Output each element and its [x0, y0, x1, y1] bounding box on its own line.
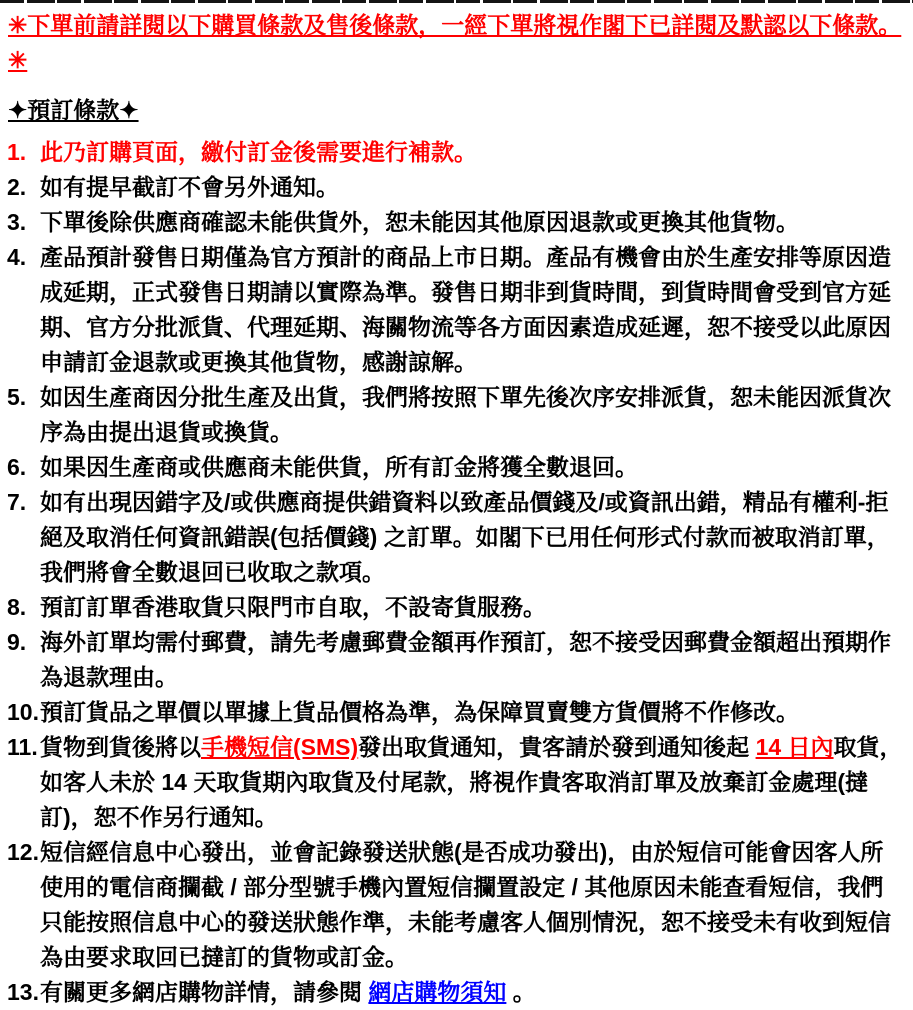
term-number: 8.: [7, 594, 27, 620]
term-segment: 有關更多網店購物詳情，請參閱: [40, 979, 369, 1005]
term-number: 5.: [7, 384, 27, 410]
term-segment: 如因生產商因分批生產及出貨，我們將按照下單先後次序安排派貨，恕未能因派貨次序為由提出退貨或換貨。: [40, 384, 891, 445]
section-title-row: [8, 93, 903, 128]
term-segment: 此乃訂購頁面，繳付訂金後需要進行補款。: [40, 139, 477, 165]
clipped-text-top-edge: [0, 0, 913, 3]
term-text: [40, 695, 903, 730]
term-number: 10.: [7, 699, 39, 725]
term-segment: 取貨，如客人未於 14 天取貨期內取貨及付尾款，將視作貴客取消訂單及放棄訂金處理(撻訂)，恕不作另行通知。: [40, 734, 903, 830]
term-segment: 如果因生產商或供應商未能供貨，所有訂金將獲全數退回。: [40, 454, 638, 480]
term-segment: 貨物到貨後將以: [40, 734, 201, 760]
term-item-1: [7, 135, 903, 170]
term-text: [40, 835, 903, 975]
term-segment: 下單後除供應商確認未能供貨外，恕未能因其他原因退款或更換其他貨物。: [40, 209, 799, 235]
term-segment: 產品預計發售日期僅為官方預計的商品上市日期。產品有機會由於生產安排等原因造成延期，正式發售日期請以實際為準。發售日期非到貨時間，到貨時間會受到官方延期、官方分批派貨、代理延期、海關物流等各方面因素造成延遲，恕不接受以此原因申請訂金退款或更換其他貨物，感謝諒解。: [40, 244, 891, 375]
term-segment: 手機短信(SMS): [201, 734, 359, 760]
purchase-warning-header: ✳下單前請詳閱以下購買條款及售後條款，一經下單將視作閣下已詳閱及默認以下條款。✳: [8, 12, 902, 73]
term-text: [40, 170, 903, 205]
term-item-3: [7, 205, 903, 240]
term-text: [40, 450, 903, 485]
term-text: [40, 485, 903, 590]
term-item-13: [7, 975, 903, 1010]
term-number: 6.: [7, 454, 27, 480]
term-item-7: [7, 485, 903, 590]
term-item-12: [7, 835, 903, 975]
term-number: 12.: [7, 839, 39, 865]
term-text: [40, 205, 903, 240]
term-number: 11.: [7, 734, 38, 760]
term-item-11: [7, 730, 903, 835]
term-text: [40, 730, 903, 835]
term-number: 9.: [7, 629, 27, 655]
term-item-9: [7, 625, 903, 695]
term-item-5: [7, 380, 903, 450]
term-segment: 14 日內: [755, 734, 834, 760]
term-text: [40, 590, 903, 625]
term-number: 2.: [7, 174, 27, 200]
term-number: 3.: [7, 209, 27, 235]
term-number: 4.: [7, 244, 27, 270]
term-text: [40, 380, 903, 450]
online-store-guide-link[interactable]: 網店購物須知: [368, 979, 507, 1005]
preorder-terms-title: ✦預訂條款✦: [8, 97, 139, 123]
term-segment: 如有提早截訂不會另外通知。: [40, 174, 339, 200]
term-item-2: [7, 170, 903, 205]
term-text: [40, 135, 903, 170]
term-item-10: [7, 695, 903, 730]
term-segment: 短信經信息中心發出，並會記錄發送狀態(是否成功發出)，由於短信可能會因客人所使用的電信商攔截 / 部分型號手機內置短信攔置設定 / 其他原因未能查看短信，我們只能按照信息中心的發送狀態作準，未能考慮客人個別情況，恕不接受未有收到短信為由要求取回已撻訂的貨物或訂金。: [40, 839, 891, 970]
term-segment: 。: [506, 979, 536, 1005]
term-text: [40, 625, 903, 695]
term-segment: 海外訂單均需付郵費，請先考慮郵費金額再作預訂，恕不接受因郵費金額超出預期作為退款理由。: [40, 629, 891, 690]
term-text: [40, 975, 903, 1010]
term-segment: 預訂貨品之單價以單據上貨品價格為準，為保障買賣雙方貨價將不作修改。: [40, 699, 799, 725]
term-segment: 預訂訂單香港取貨只限門市自取，不設寄貨服務。: [40, 594, 546, 620]
term-segment: 發出取貨通知，貴客請於發到通知後起: [358, 734, 756, 760]
terms-list: [7, 135, 903, 1010]
term-item-4: [7, 240, 903, 380]
term-text: [40, 240, 903, 380]
term-number: 7.: [7, 489, 27, 515]
term-number: 13.: [7, 979, 39, 1005]
term-item-6: [7, 450, 903, 485]
term-segment: 如有出現因錯字及/或供應商提供錯資料以致產品價錢及/或資訊出錯，精品有權利-拒絕及取消任何資訊錯誤(包括價錢) 之訂單。如閣下已用任何形式付款而被取消訂單，我們將會全數退回已收取之款項。: [40, 489, 890, 585]
term-item-8: [7, 590, 903, 625]
term-number: 1.: [7, 139, 27, 165]
